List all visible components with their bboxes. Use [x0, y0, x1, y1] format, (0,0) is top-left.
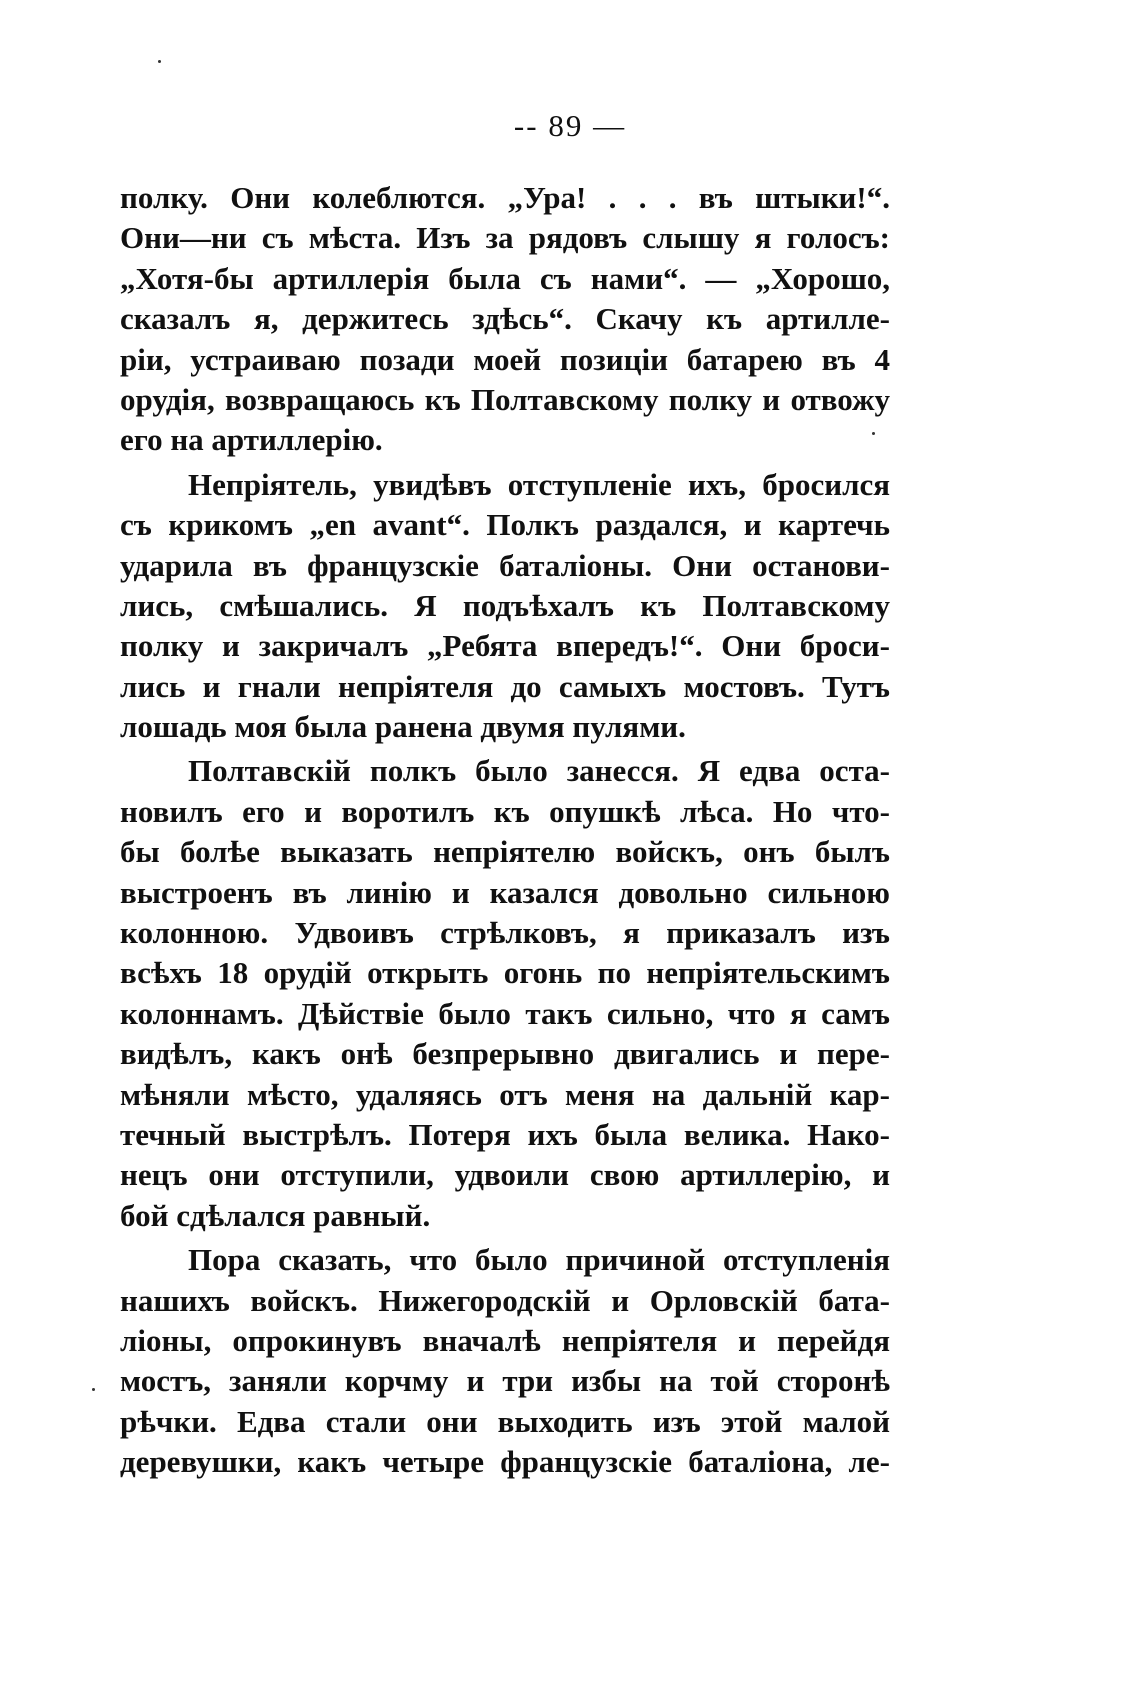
- text-line: всѣхъ 18 орудій открыть огонь по непріятельскимъ: [120, 955, 890, 991]
- text-line: лись, смѣшались. Я подъѣхалъ къ Полтавскому: [120, 587, 890, 623]
- paragraph-3: [120, 751, 890, 1236]
- text-line: нашихъ войскъ. Нижегородскій и Орловскій бата-: [120, 1282, 890, 1318]
- paragraph-4: [120, 1240, 890, 1482]
- print-speck: [92, 1388, 95, 1391]
- text-line: течный выстрѣлъ. Потеря ихъ была велика. Нако-: [120, 1116, 890, 1152]
- page-number: -- 89 —: [513, 108, 627, 143]
- text-line: деревушки, какъ четыре французскіе баталіона, ле-: [120, 1444, 890, 1480]
- text-line: колоннамъ. Дѣйствіе было такъ сильно, что я самъ: [120, 995, 890, 1031]
- text-line: мѣняли мѣсто, удаляясь отъ меня на дальній кар-: [120, 1076, 890, 1112]
- text-line: его на артиллерію.: [120, 422, 383, 458]
- text-line: бы болѣе выказать непріятелю войскъ, онъ былъ: [120, 834, 890, 870]
- text-line: полку и закричалъ „Ребята впередъ!“. Они броси-: [120, 628, 890, 664]
- text-line: лошадь моя была ранена двумя пулями.: [120, 709, 686, 745]
- text-line: выстроенъ въ линію и казался довольно сильною: [120, 874, 890, 910]
- text-line: колонною. Удвоивъ стрѣлковъ, я приказалъ изъ: [120, 915, 890, 951]
- text-line: новилъ его и воротилъ къ опушкѣ лѣса. Но что-: [120, 793, 890, 829]
- text-line: мостъ, заняли корчму и три избы на той сторонѣ: [120, 1363, 890, 1399]
- text-line: Пора сказать, что было причиной отступленія: [188, 1242, 890, 1278]
- text-line: Полтавскій полкъ было занесся. Я едва оста-: [188, 753, 890, 789]
- body-text: [120, 178, 890, 1483]
- paragraph-2: [120, 465, 890, 748]
- text-line: полку. Они колеблются. „Ура! . . . въ штыки!“.: [120, 180, 890, 215]
- text-line: орудія, возвращаюсь къ Полтавскому полку и отвожу: [120, 381, 890, 417]
- text-line: лись и гнали непріятеля до самыхъ мостовъ. Тутъ: [120, 668, 890, 704]
- text-line: рѣчки. Едва стали они выходить изъ этой малой: [120, 1403, 890, 1439]
- print-speck: [158, 60, 161, 63]
- text-line: съ крикомъ „en avant“. Полкъ раздался, и картечь: [120, 507, 890, 543]
- text-line: бой сдѣлался равный.: [120, 1197, 431, 1233]
- text-line: ударила въ французскіе баталіоны. Они останови-: [120, 547, 890, 583]
- text-line: Они—ни съ мѣста. Изъ за рядовъ слышу я голосъ:: [120, 220, 890, 256]
- text-line: „Хотя-бы артиллерія была съ нами“. — „Хорошо,: [120, 260, 890, 296]
- text-line: сказалъ я, держитесь здѣсь“. Скачу къ артилле-: [120, 301, 890, 337]
- paragraph-1: [120, 178, 890, 461]
- text-line: Непріятель, увидѣвъ отступленіе ихъ, бросился: [188, 466, 890, 502]
- text-line: ліоны, опрокинувъ вначалѣ непріятеля и перейдя: [120, 1322, 890, 1358]
- text-line: ріи, устраиваю позади моей позиціи батарею въ 4: [120, 341, 890, 377]
- text-line: видѣлъ, какъ онѣ безпрерывно двигались и пере-: [120, 1036, 890, 1072]
- text-line: нецъ они отступили, удвоили свою артиллерію, и: [120, 1157, 890, 1193]
